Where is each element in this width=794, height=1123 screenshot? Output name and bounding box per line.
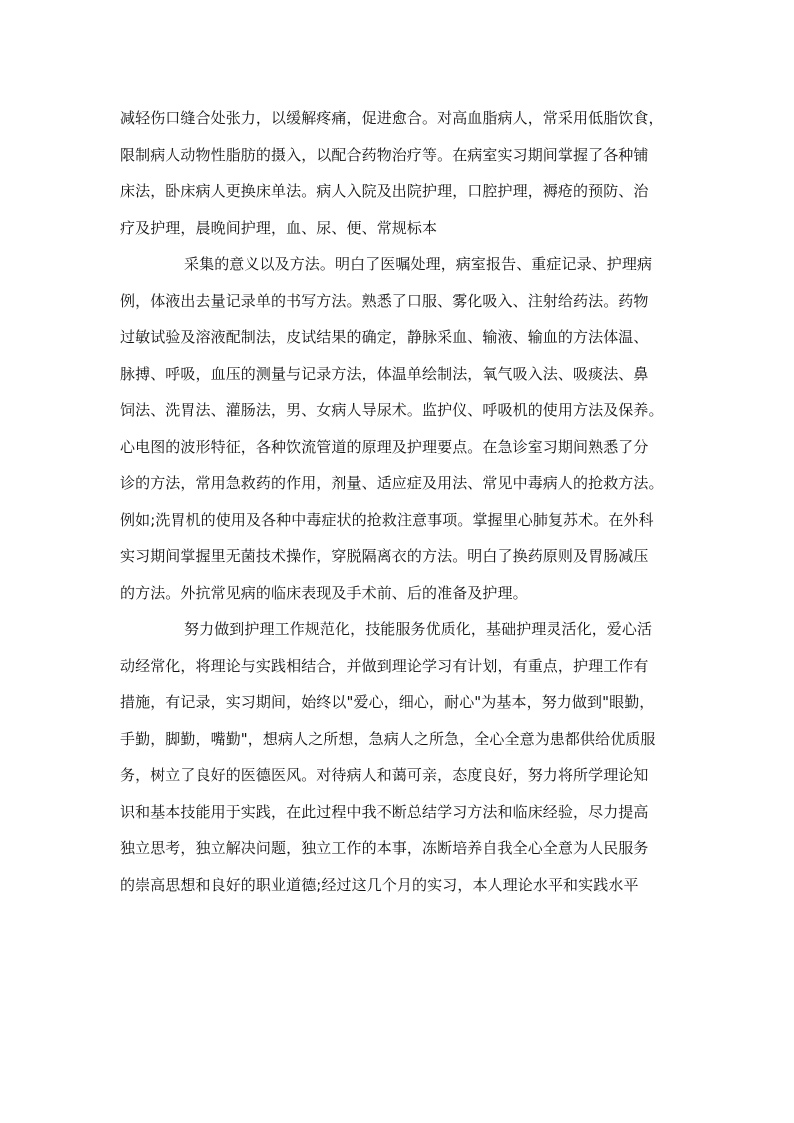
text-line: 务，树立了良好的医德医风。对待病人和蔼可亲，态度良好，努力将所学理论知 [120, 766, 649, 784]
text-line: 脉搏、呼吸，血压的测量与记录方法，体温单绘制法，氧气吸入法、吸痰法、鼻 [120, 364, 649, 383]
text-line: 的方法。外抗常见病的临床表现及手术前、后的准备及护理。 [120, 583, 528, 602]
text-line: 例如;洗胃机的使用及各种中毒症状的抢救注意事项。掌握里心肺复苏术。在外科 [120, 510, 654, 529]
text-line: 疗及护理，晨晚间护理，血、尿、便、常规标本 [120, 218, 438, 237]
body-text [120, 100, 680, 903]
text-line: 饲法、洗胃法、灌肠法，男、女病人导尿术。监护仪、呼吸机的使用方法及保养。 [120, 401, 664, 419]
text-line: 独立思考，独立解决问题，独立工作的本事，冻断培养自我全心全意为人民服务 [120, 839, 649, 857]
paragraph-start-line: 努力做到护理工作规范化，技能服务优质化，基础护理灵活化，爱心活 [184, 620, 653, 638]
text-line: 动经常化，将理论与实践相结合，并做到理论学习有计划，有重点，护理工作有 [120, 656, 649, 675]
text-line: 心电图的波形特征，各种饮流管道的原理及护理要点。在急诊室习期间熟悉了分 [120, 437, 649, 456]
text-line: 诊的方法，常用急救药的作用，剂量、适应症及用法、常见中毒病人的抢救方法。 [120, 474, 664, 492]
text-line: 措施，有记录，实习期间，始终以"爱心，细心，耐心"为基本，努力做到"眼勤， [120, 693, 655, 711]
text-line: 实习期间掌握里无菌技术操作，穿脱隔离衣的方法。明白了换药原则及胃肠减压 [120, 547, 649, 565]
paragraph-start-line: 采集的意义以及方法。明白了医嘱处理，病室报告、重症记录、护理病 [184, 255, 653, 273]
text-line: 手勤，脚勤，嘴勤"，想病人之所想，急病人之所急，全心全意为患都供给优质服 [120, 729, 656, 748]
text-line: 的崇高思想和良好的职业道德;经过这几个月的实习，本人理论水平和实践水平 [120, 875, 639, 894]
text-line: 过敏试验及溶液配制法，皮试结果的确定，静脉采血、输液、输血的方法体温、 [120, 328, 649, 346]
text-line: 识和基本技能用于实践，在此过程中我不断总结学习方法和临床经验，尽力提高 [120, 802, 649, 821]
text-line: 例，体液出去量记录单的书写方法。熟悉了口服、雾化吸入、注射给药法。药物 [120, 291, 649, 310]
text-line: 限制病人动物性脂肪的摄入，以配合药物治疗等。在病室实习期间掌握了各种铺 [120, 145, 649, 164]
text-line: 减轻伤口缝合处张力，以缓解疼痛，促进愈合。对高血脂病人，常采用低脂饮食， [120, 109, 664, 127]
text-line: 床法，卧床病人更换床单法。病人入院及出院护理，口腔护理，褥疮的预防、治 [120, 182, 649, 200]
